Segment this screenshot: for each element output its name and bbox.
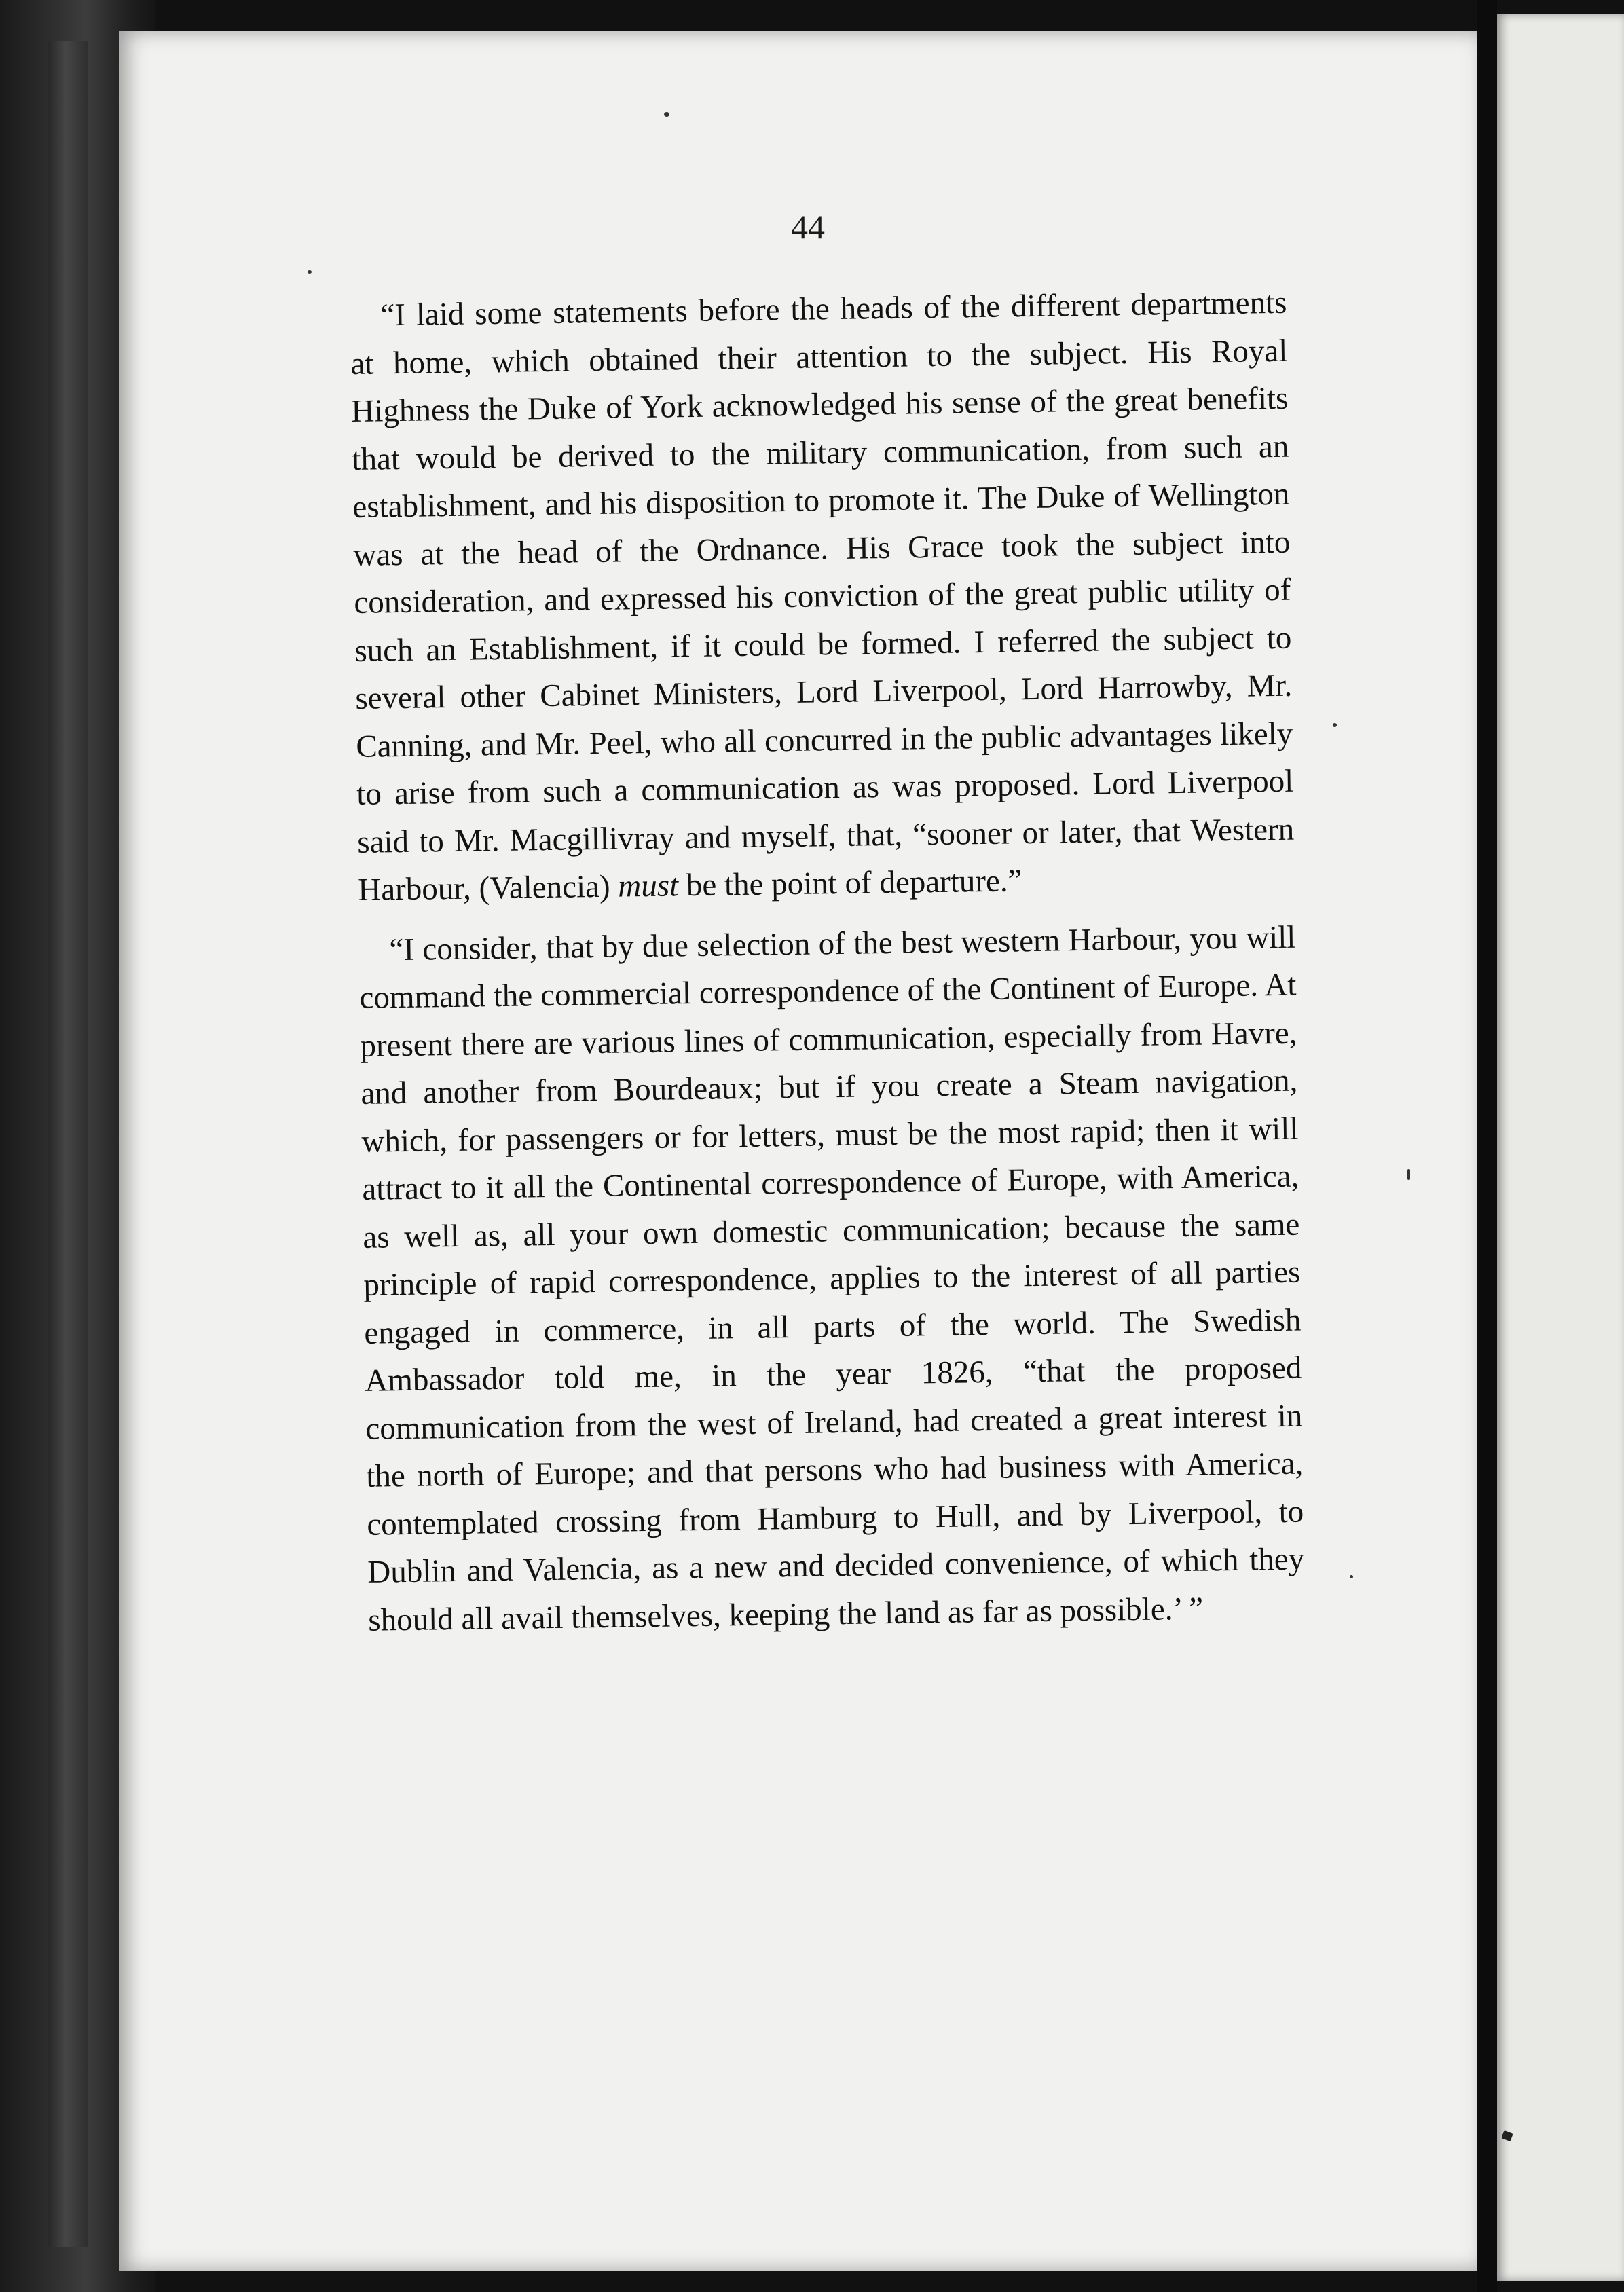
paragraph-2 — [358, 913, 1306, 1644]
scan-speck — [308, 270, 312, 274]
paragraph-1-ending: be the point of departure.” — [678, 863, 1022, 904]
paragraph-1-text: “I laid some statements before the heads of the different departments at home, which obtained their attention to the subject. His Royal Highness the Duke of York acknowledged his sense of the great benefits that would be derived to the military communication, from such an establishment, and his disposition to promote it. The Duke of Wellington was at the head of the Ordnance. His Grace took the subject into consideration, and expressed his conviction of the great public utility of such an Establishment, if it could be formed. I referred the subject to several other Cabinet Ministers, Lord Liverpool, Lord Harrowby, Mr. Canning, and Mr. Peel, who all concurred in the public advantages likely to arise from such a communication as was proposed. Lord Liverpool said to Mr. Macgillivray and myself, that, “sooner or later, that Western Harbour, (Valencia) — [350, 284, 1295, 908]
scan-speck — [1333, 723, 1337, 727]
emphasis-must: must — [617, 868, 679, 904]
scan-speck — [664, 112, 669, 117]
body-text — [350, 279, 1306, 1657]
scan-speck — [1350, 1575, 1353, 1578]
adjacent-page-edge — [1497, 14, 1624, 2281]
page-number: 44 — [791, 208, 825, 246]
page-gutter — [1477, 0, 1497, 2292]
binding-shadow — [48, 41, 88, 2247]
scan-speck — [1407, 1169, 1410, 1180]
paragraph-2-text: “I consider, that by due selection of the best western Harbour, you will command the commercial correspondence of the Continent of Europe. At present there are various lines of communication, especially from Havre, and another from Bourdeaux; but if you create a Steam navigation, which, for passengers or for letters, must be the most rapid; then it will attract to it all the Continental correspondence of Europe, with America, as well as, all your own domestic communication; because the same principle of rapid correspondence, applies to the interest of all parties engaged in commerce, in all parts of the world. The Swedish Ambassador told me, in the year 1826, “that the proposed communication from the west of Ireland, had created a great interest in the north of Europe; and that persons who had business with America, contemplated crossing from Hamburg to Hull, and by Liverpool, to Dublin and Valencia, as a new and decided convenience, of which they should all avail themselves, keeping the land as far as possible.’ ” — [359, 919, 1305, 1638]
paragraph-1 — [350, 279, 1295, 914]
